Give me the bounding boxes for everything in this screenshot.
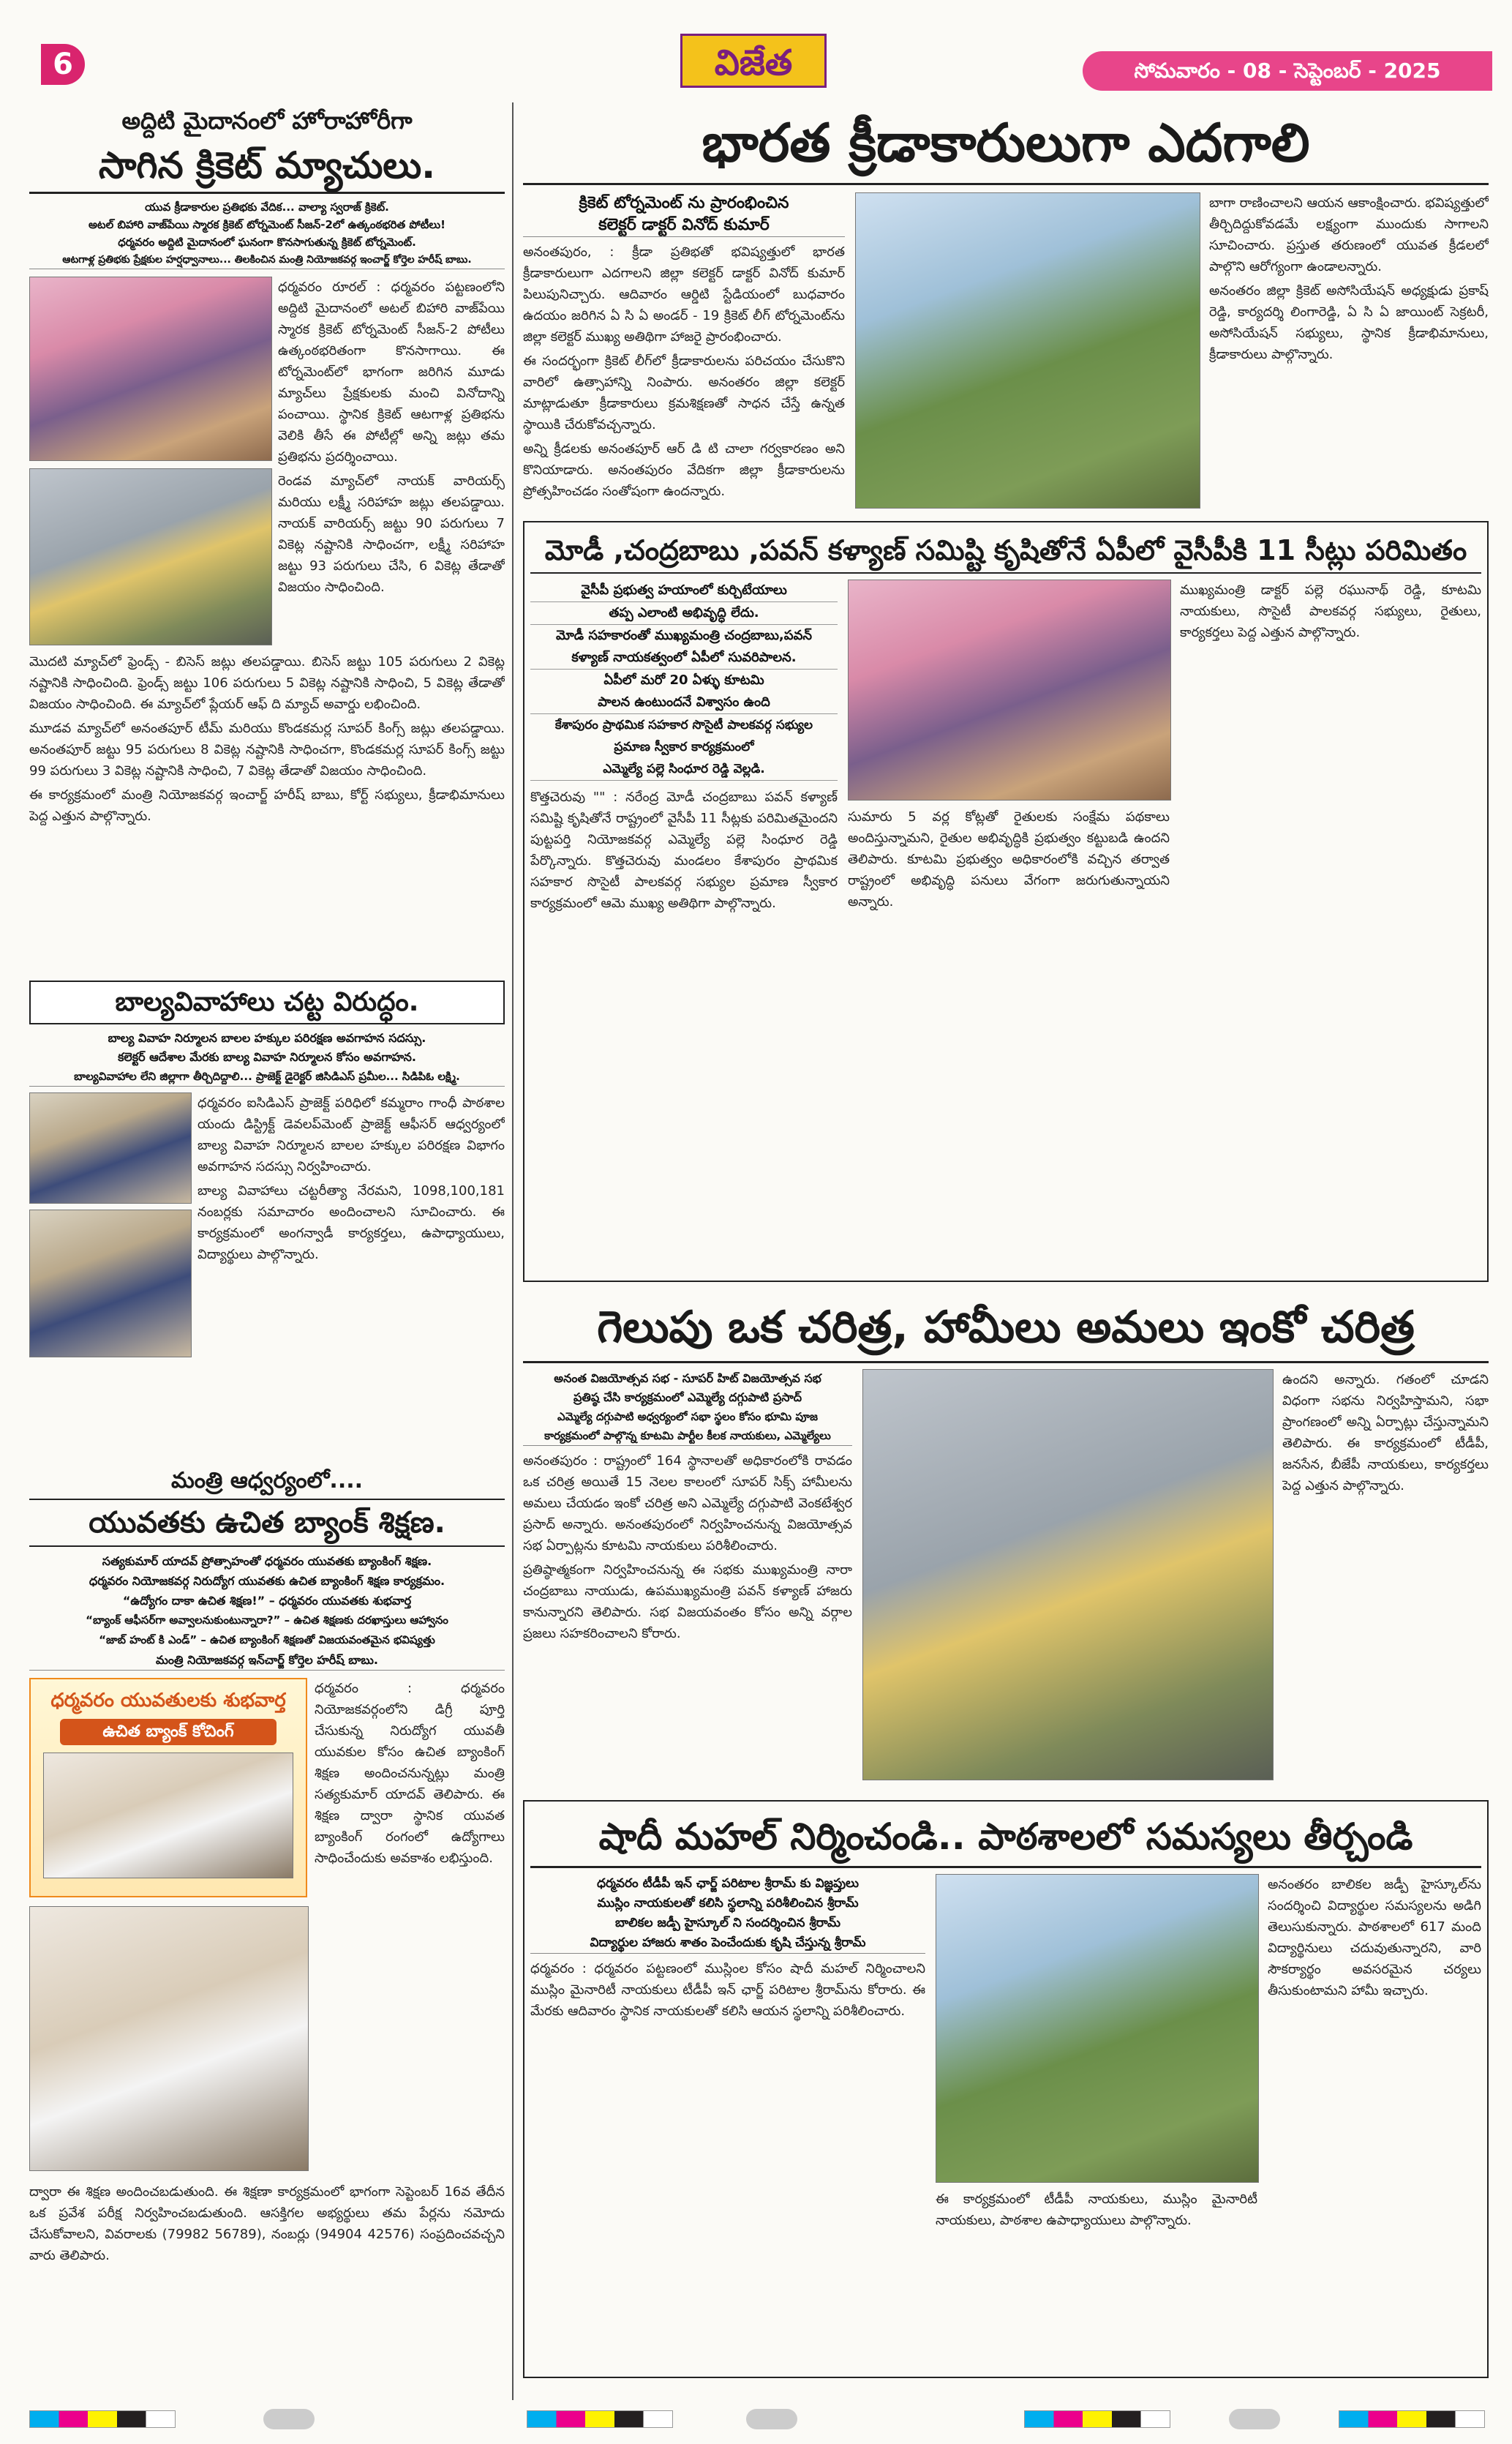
victory-photo xyxy=(862,1369,1274,1780)
subhead: “బ్యాంక్ ఆఫీసర్‌గా అవ్వాలనుకుంటున్నారా?” – ఉచిత శిక్షణకు దరఖాస్తులు ఆహ్వానం xyxy=(86,1613,448,1627)
bank-photo-minister xyxy=(29,1906,309,2171)
article-kicker: మంత్రి ఆధ్వర్యంలో.... xyxy=(170,1468,364,1493)
subhead: ప్రతిష్ఠ చేసి కార్యక్రమంలో ఎమ్మెల్యే దగ్గుపాటి ప్రసాద్ xyxy=(573,1390,802,1404)
child-marriage-photo-2 xyxy=(29,1210,192,1357)
article-body: సుమారు 5 వర్ల కోట్లతో రైతులకు సంక్షేమ పథకాలు అందిస్తున్నామని, రైతుల అభివృద్ధికి ప్రభుత్వం కట్టుబడి ఉందని తెలిపారు. కూటమి ప్రభుత్వం అధికారంలోకి వచ్చిన తర్వాత రాష్ట్రంలో అభివృద్ధి పనులు వేగంగా జరుగుతున్నాయని అన్నారు. xyxy=(848,809,1170,910)
subhead: బాలికల జడ్పీ హైస్కూల్ ని సందర్శించిన శ్రీరామ్ xyxy=(614,1916,841,1930)
subhead: బాల్యవివాహాల లేని జిల్లాగా తీర్చిదిద్దాలి... ప్రాజెక్ట్ డైరెక్టర్ జిసిడిఎస్ ప్రమీల... సిడిపిఓ లక్ష్మి. xyxy=(29,1067,505,1087)
registration-pill xyxy=(263,2409,315,2429)
bank-coaching-ad xyxy=(29,1678,307,1897)
article-headline: సాగిన క్రికెట్ మ్యాచులు. xyxy=(29,139,505,194)
subhead: కలెక్టర్ డాక్టర్ వినోద్ కుమార్ xyxy=(523,214,845,237)
color-bar xyxy=(527,2410,673,2428)
subhead: కార్యక్రమంలో పాల్గొన్న కూటమి పార్టీల కీలక నాయకులు, ఎమ్మెల్యేలు xyxy=(523,1426,852,1446)
article-body: మొదటి మ్యాచ్‌లో ఫ్రెండ్స్ - బిసెస్ జట్లు తలపడ్డాయి. బిసెస్ జట్టు 105 పరుగులు 2 వికెట్ల నష్టానికి సాధించింది. ఫ్రెండ్స్ జట్టు 106 పరుగులు 5 వికెట్ల నష్టానికి సాధించి, 5 వికెట్ల తేడాతో విజయం సాధించింది. ఈ మ్యాచ్‌లో ప్లేయర్ ఆఫ్ ది మ్యాచ్ అవార్డు లభించింది. xyxy=(29,654,505,712)
article-headline: షాదీ మహల్ నిర్మించండి.. పాఠశాలలో సమస్యలు తీర్చండి xyxy=(530,1807,1481,1868)
subhead: ఏపీలో మరో 20 ఏళ్ళు కూటమి xyxy=(603,672,764,688)
subhead: మోడీ సహకారంతో ముఖ్యమంత్రి చంద్రబాబు,పవన్ xyxy=(555,628,813,643)
article-body: రెండవ మ్యాచ్‌లో నాయక్ వారియర్స్ మరియు లక్ష్మీ సరిహాహ జట్లు తలపడ్డాయి. నాయక్ వారియర్స్ జట్టు 90 పరుగులు 7 వికెట్ల నష్టానికి సాధించగా, లక్ష్మీ సరిహాహ జట్టు 93 పరుగులు చేసి, 6 వికెట్ల తేడాతో విజయం సాధించింది. xyxy=(278,473,505,595)
article-body: ధర్మవరం : ధర్మవరం నియోజకవర్గంలోని డిగ్రీ పూర్తి చేసుకున్న నిరుద్యోగ యువతీ యువకుల కోసం ఉచిత బ్యాంకింగ్ శిక్షణ అందించనున్నట్లు మంత్రి సత్యకుమార్ యాదవ్ తెలిపారు. ఈ శిక్షణ ద్వారా స్థానిక యువత బ్యాంకింగ్ రంగంలో ఉద్యోగాలు సాధించేందుకు అవకాశం లభిస్తుంది. xyxy=(315,1681,505,1866)
subhead: వైసీపీ ప్రభుత్వ హయాంలో కుర్చిటేయాలు xyxy=(530,580,838,602)
color-bar xyxy=(29,2410,176,2428)
article-body: అనంతపురం, : క్రీడా ప్రతిభతో భవిష్యత్తులో భారత క్రీడాకారులుగా ఎదగాలని జిల్లా కలెక్టర్ డాక్టర్ వినోద్ కుమార్ పిలుపునిచ్చారు. ఆదివారం ఆర్డిటి స్టేడియంలో బుధవారం ఉదయం జరిగిన ఏ సి ఏ అండర్ - 19 క్రికెట్ లీగ్ టోర్నమెంట్‌ను జిల్లా కలెక్టర్ ముఖ్య అతిథిగా హాజరై ప్రారంభించారు. xyxy=(523,244,845,345)
cricket-photo-team xyxy=(29,468,272,645)
registration-pill xyxy=(746,2409,797,2429)
subhead: ముస్లిం నాయకులతో కలిసి స్థలాన్ని పరిశీలించిన శ్రీరామ్ xyxy=(597,1896,859,1911)
ad-title: ధర్మవరం యువతులకు శుభవార్త xyxy=(50,1690,286,1712)
article-body: బాగా రాణించాలని ఆయన ఆకాంక్షించారు. భవిష్యత్తులో తీర్చిదిద్దుకోవడమే లక్ష్యంగా ముందుకు సాగాలని సూచించారు. ప్రస్తుత తరుణంలో యువత క్రీడలలో పాల్గొని ఆరోగ్యంగా ఉండాలన్నారు. xyxy=(1209,195,1489,274)
subhead: “జాబ్ హంట్ కి ఎండ్” – ఉచిత బ్యాంకింగ్ శిక్షణతో విజయవంతమైన భవిష్యత్తు xyxy=(99,1633,435,1646)
date-line: సోమవారం - 08 - సెప్టెంబర్ - 2025 xyxy=(1083,51,1492,91)
article-body: ప్రతిష్ఠాత్మకంగా నిర్వహించనున్న ఈ సభకు ముఖ్యమంత్రి నారా చంద్రబాబు నాయుడు, ఉపముఖ్యమంత్రి పవన్ కళ్యాణ్ హాజరు కానున్నారని తెలిపారు. సభ విజయవంతం కోసం అన్ని వర్గాల ప్రజలు సహకరించాలని కోరారు. xyxy=(523,1562,852,1641)
article-body: ముఖ్యమంత్రి డాక్టర్ పల్లె రఘునాథ్ రెడ్డి, కూటమి నాయకులు, సొసైటీ పాలకవర్గ సభ్యులు, రైతులు, కార్యకర్తలు పెద్ద ఎత్తున పాల్గొన్నారు. xyxy=(1180,582,1481,640)
article-body: కొత్తచెరువు "" : నరేంద్ర మోడీ చంద్రబాబు పవన్ కళ్యాణ్ సమిష్టి కృషితోనే రాష్ట్రంలో వైసీపీ 11 సీట్లకు పరిమితమైందని పుట్టపర్తి నియోజకవర్గ ఎమ్మెల్యే పల్లె సింధూర రెడ్డి పేర్కొన్నారు. కొత్తచెరువు మండలం కేశాపురం ప్రాథమిక సహకార సొసైటీ పాలకవర్గ సభ్యుల ప్రమాణ స్వీకార కార్యక్రమంలో ఆమె ముఖ్య అతిథిగా పాల్గొన్నారు. xyxy=(530,790,838,911)
subhead: ప్రమాణ స్వీకార కార్యక్రమంలో xyxy=(614,740,754,754)
article-politics xyxy=(523,521,1489,1282)
subhead: ఆటగాళ్ల ప్రతిభకు ప్రేక్షకుల హర్షధ్వానాలు... తిలకించిన మంత్రి నియోజకవర్గ ఇంచార్జ్ కోర్తెల హరీష్ బాబు. xyxy=(29,251,505,269)
politics-photo xyxy=(848,580,1171,801)
article-body: ధర్మవరం రూరల్ : ధర్మవరం పట్టణంలోని అద్దిటి మైదానంలో అటల్ బిహారి వాజ్‌పేయి స్మారక క్రికెట్ టోర్నమెంట్ సీజన్-2 పోటీలు ఉత్కంఠభరితంగా కొనసాగాయి. ఈ టోర్నమెంట్‌లో భాగంగా జరిగిన మూడు మ్యాచ్‌లు ప్రేక్షకులకు మంచి వినోదాన్ని పంచాయి. స్థానిక క్రికెట్ ఆటగాళ్ల ప్రతిభను వెలికి తీసే ఈ పోటీల్లో అన్ని జట్లు తమ ప్రతిభను ప్రదర్శించాయి. xyxy=(278,280,505,465)
registration-pill xyxy=(1229,2409,1280,2429)
article-body: అన్ని క్రీడలకు అనంతపూర్ ఆర్ డి టి చాలా గర్వకారణం అని కొనియాడారు. అనంతపురం వేదికగా జిల్లా క్రీడాకారులను ప్రోత్సహించడం సంతోషంగా ఉందన్నారు. xyxy=(523,441,845,499)
article-headline: బాల్యవివాహాలు చట్ట విరుద్ధం. xyxy=(29,981,505,1024)
column-divider xyxy=(512,102,514,2400)
article-headline: గెలుపు ఒక చరిత్ర, హామీలు అమలు ఇంకో చరిత్ర xyxy=(523,1294,1489,1363)
subhead: మంత్రి నియోజకవర్గ ఇన్‌చార్జ్ కోర్తెల హరీష్ బాబు. xyxy=(29,1650,505,1671)
subhead: తప్ప ఎలాంటి అభివృద్ధి లేదు. xyxy=(530,602,838,625)
article-body: ధర్మవరం ఐసిడిఎస్ ప్రాజెక్ట్ పరిధిలో కమ్మరాం గాంధీ పాఠశాల యందు డిస్ట్రిక్ట్ డెవలప్‌మెంట్ ప్రాజెక్ట్ ఆఫీసర్ ఆధ్వర్యంలో బాల్య వివాహ నిర్మూలన బాలల హక్కుల పరిరక్షణ విభాగం అవగాహన సదస్సు నిర్వహించారు. xyxy=(198,1095,505,1174)
article-shadi xyxy=(523,1800,1489,2378)
article-body: ఈ కార్యక్రమంలో మంత్రి నియోజకవర్గ ఇంచార్జ్ హరీష్ బాబు, కోర్ట్ సభ్యులు, క్రీడాభిమానులు పెద్ద ఎత్తున పాల్గొన్నారు. xyxy=(29,787,505,824)
shadi-photo xyxy=(936,1874,1259,2183)
subhead: ఎమ్మెల్యే పల్లె సింధూర రెడ్డి వెల్లడి. xyxy=(530,758,838,781)
article-cricket xyxy=(29,102,505,973)
print-registration-strip xyxy=(0,2393,1512,2444)
child-marriage-photo-1 xyxy=(29,1092,192,1204)
ad-photo xyxy=(43,1753,293,1878)
article-sports xyxy=(523,102,1489,512)
subhead: కళ్యాణ్ నాయకత్వంలో ఏపీలో సువరిపాలన. xyxy=(530,647,838,670)
article-kicker: అద్దిటి మైదానంలో హోరాహోరీగా xyxy=(121,107,413,135)
article-child-marriage xyxy=(29,981,505,1449)
article-body: బాల్య వివాహాలు చట్టరీత్యా నేరమని, 1098,100,181 నంబర్లకు సమాచారం అందించాలని సూచించారు. ఈ కార్యక్రమంలో అంగన్వాడీ కార్యకర్తలు, ఉపాధ్యాయులు, విద్యార్థులు పాల్గొన్నారు. xyxy=(198,1183,505,1262)
subhead: కలెక్టర్ ఆదేశాల మేరకు బాల్య వివాహ నిర్మూలన కోసం అవగాహన. xyxy=(118,1050,416,1064)
sports-photo-stadium xyxy=(855,192,1200,509)
masthead xyxy=(0,0,1512,95)
article-body: ద్వారా ఈ శిక్షణ అందించబడుతుంది. ఈ శిక్షణా కార్యక్రమంలో భాగంగా సెప్టెంబర్ 16వ తేదీన ఒక ప్రవేశ పరీక్ష నిర్వహించబడుతుంది. ఆసక్తిగల అభ్యర్థులు తమ పేర్లను నమోదు చేసుకోవాలని, వివరాలకు (79982 56789), నంబర్లు (94904 42576) సంప్రదించవచ్చని వారు తెలిపారు. xyxy=(29,2184,505,2263)
subhead: విద్యార్థుల హాజరు శాతం పెంచేందుకు కృషి చేస్తున్న శ్రీరామ్ xyxy=(530,1933,925,1954)
article-body: ఈ సందర్భంగా క్రికెట్ లీగ్‌లో క్రీడాకారులను పరిచయం చేసుకొని వారిలో ఉత్సాహాన్ని నింపారు. అనంతరం జిల్లా కలెక్టర్ మాట్లాడుతూ క్రీడాకారులు క్రమశిక్షణతో సాధన చేస్తే ఉన్నత స్థాయికి చేరుకోవచ్చన్నారు. xyxy=(523,353,845,432)
article-body: అనంతరం బాలికల జడ్పీ హైస్కూల్‌ను సందర్శించి విద్యార్థుల సమస్యలను అడిగి తెలుసుకున్నారు. పాఠశాలలో 617 మంది విద్యార్థినులు చదువుతున్నారని, వారి సౌకర్యార్థం అవసరమైన చర్యలు తీసుకుంటామని హామీ ఇచ్చారు. xyxy=(1268,1877,1481,1998)
subhead: ధర్మవరం నియోజకవర్గ నిరుద్యోగ యువతకు ఉచిత బ్యాంకింగ్ శిక్షణ కార్యక్రమం. xyxy=(89,1574,445,1588)
color-bar xyxy=(1024,2410,1170,2428)
subhead: పాలన ఉంటుందనే విశ్వాసం ఉంది xyxy=(530,691,838,714)
cricket-photo-trophy xyxy=(29,277,272,461)
subhead: యువ క్రీడాకారుల ప్రతిభకు వేదిక... వాల్యా స్వరాజ్ క్రికెట్. xyxy=(145,200,389,214)
subhead: సత్యకుమార్ యాదవ్ ప్రోత్సాహంతో ధర్మవరం యువతకు బ్యాంకింగ్ శిక్షణ. xyxy=(102,1554,432,1568)
article-victory xyxy=(523,1294,1489,1791)
subhead: “ఉద్యోగం దాకా ఉచిత శిక్షణ!” – ధర్మవరం యువతకు శుభవార్త xyxy=(122,1594,412,1608)
article-body: అనంతరం జిల్లా క్రికెట్ అసోసియేషన్ అధ్యక్షుడు ప్రకాష్ రెడ్డి, కార్యదర్శి లింగారెడ్డి, ఏ సి ఏ జాయింట్ సెక్రటరీ, అసోసియేషన్ సభ్యులు, స్థానిక క్రీడాభిమానులు, క్రీడాకారులు పాల్గొన్నారు. xyxy=(1209,283,1489,362)
logo: విజేత xyxy=(680,34,827,88)
subhead: ఎమ్మెల్యే దగ్గుపాటి అధ్వర్యంలో సభా స్థలం కోసం భూమి పూజ xyxy=(557,1410,818,1423)
article-bank-training xyxy=(29,1463,505,2378)
article-body: ధర్మవరం : ధర్మవరం పట్టణంలో ముస్లింల కోసం షాదీ మహల్ నిర్మించాలని ముస్లిం మైనారిటీ నాయకులు టీడీపీ ఇన్ ఛార్జ్ పరిటాల శ్రీరామ్‌ను కోరారు. ఈ మేరకు ఆదివారం స్థానిక నాయకులతో కలిసి ఆయన స్థలాన్ని పరిశీలించారు. xyxy=(530,1961,925,2019)
ad-subtitle: ఉచిత బ్యాంక్ కోచింగ్ xyxy=(60,1719,277,1745)
subhead: క్రికెట్ టోర్నమెంట్ ను ప్రారంభించిన xyxy=(579,194,789,212)
color-bar xyxy=(1339,2410,1485,2428)
article-headline: భారత క్రీడాకారులుగా ఎదగాలి xyxy=(523,102,1489,185)
article-headline: మోడీ ,చంద్రబాబు ,పవన్ కళ్యాణ్ సమిష్టి కృషితోనే ఏపీలో వైసీపీకి 11 సీట్లు పరిమితం xyxy=(530,528,1481,574)
subhead: ధర్మవరం టీడీపీ ఇన్ ఛార్జ్ పరిటాల శ్రీరామ్ కు విజ్ఞప్తులు xyxy=(597,1876,859,1891)
subhead: అటల్ బిహారి వాజ్‌పేయి స్మారక క్రికెట్ టోర్నమెంట్ సీజన్-2లో ఉత్కంఠభరిత పోటీలు! xyxy=(89,218,445,231)
article-body: ఉందని అన్నారు. గతంలో చూడని విధంగా సభను నిర్వహిస్తామని, సభా ప్రాంగణంలో అన్ని ఏర్పాట్లు చేస్తున్నామని తెలిపారు. ఈ కార్యక్రమంలో టీడీపీ, జనసేన, బీజేపీ నాయకులు, కార్యకర్తలు పెద్ద ఎత్తున పాల్గొన్నారు. xyxy=(1282,1372,1489,1493)
article-body: ఈ కార్యక్రమంలో టీడీపీ నాయకులు, ముస్లిం మైనారిటీ నాయకులు, పాఠశాల ఉపాధ్యాయులు పాల్గొన్నారు. xyxy=(936,2192,1257,2228)
article-body: మూడవ మ్యాచ్‌లో అనంతపూర్ టీమ్ మరియు కొండకమర్ల సూపర్ కింగ్స్ జట్లు తలపడ్డాయి. అనంతపూర్ జట్టు 95 పరుగులు 8 వికెట్ల నష్టానికి సాధించగా, కొండకమర్ల సూపర్ కింగ్స్ జట్టు 99 పరుగులు 3 వికెట్ల నష్టానికి సాధించి, 7 వికెట్ల తేడాతో విజయం సాధించింది. xyxy=(29,721,505,779)
subhead: బాల్య వివాహ నిర్మూలన బాలల హక్కుల పరిరక్షణ అవగాహన సదస్సు. xyxy=(108,1031,426,1045)
subhead: అనంత విజయోత్సవ సభ - సూపర్ హిట్ విజయోత్సవ సభ xyxy=(554,1371,821,1385)
politics-subhead-block xyxy=(530,580,838,781)
article-headline: యువతకు ఉచిత బ్యాంక్ శిక్షణ. xyxy=(29,1499,505,1547)
subhead: ధర్మవరం అద్దిటి మైదానంలో ఘనంగా కొనసాగుతున్న క్రికెట్ టోర్నమెంట్. xyxy=(118,236,416,249)
page-number: 6 xyxy=(41,44,85,85)
subhead: కేశాపురం ప్రాథమిక సహకార సొసైటీ పాలకవర్గ సభ్యుల xyxy=(554,718,813,732)
article-body: అనంతపురం : రాష్ట్రంలో 164 స్థానాలతో అధికారంలోకి రావడం ఒక చరిత్ర అయితే 15 నెలల కాలంలో సూపర్ సిక్స్ హామీలను అమలు చేయడం ఇంకో చరిత్ర అని ఎమ్మెల్యే దగ్గుపాటి వెంకటేశ్వర ప్రసాద్ అన్నారు. అనంతపురంలో నిర్వహించనున్న విజయోత్సవ సభ ఏర్పాట్లను కూటమి నాయకులు పరిశీలించారు. xyxy=(523,1453,852,1553)
